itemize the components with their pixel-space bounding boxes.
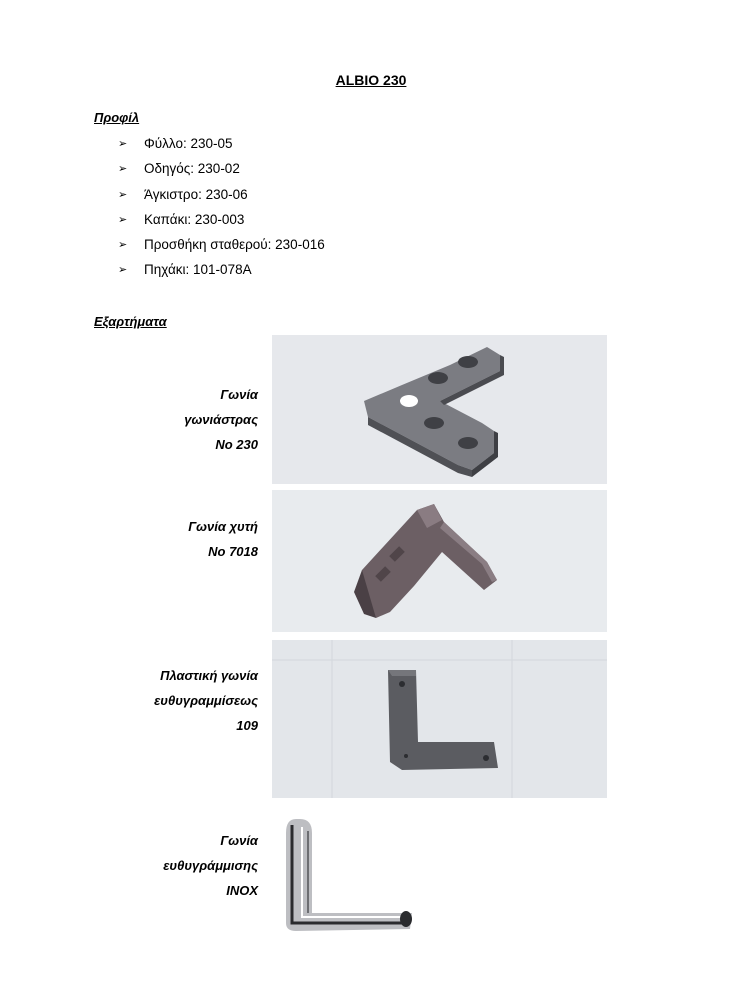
part-label-line: INOX: [226, 883, 258, 898]
arrow-bullet-icon: ➢: [118, 188, 128, 201]
plastic-corner-109-photo: [272, 640, 607, 798]
profile-item: Πηχάκι: 101-078Α: [144, 262, 252, 278]
corner-bracket-230-photo: [272, 335, 607, 484]
list-item: [118, 186, 325, 211]
part-label-line: Νο 230: [215, 437, 258, 452]
part-label-plastic-corner-109: [154, 663, 258, 738]
part-label-line: ευθυγραμμίσεως: [154, 693, 258, 708]
profile-item: Φύλλο: 230-05: [144, 136, 233, 151]
part-label-line: Γωνία: [220, 833, 258, 848]
list-item: [118, 261, 325, 286]
arrow-bullet-icon: ➢: [118, 239, 128, 252]
part-label-line: Νο 7018: [208, 544, 258, 559]
part-label-line: ευθυγράμμισης: [163, 858, 258, 873]
list-item: [118, 135, 325, 160]
cast-corner-7018-photo: [272, 490, 607, 632]
part-label-line: Γωνία: [220, 387, 258, 402]
part-label-cast-corner-7018: [188, 514, 258, 564]
part-label-corner-230: [184, 382, 258, 457]
arrow-bullet-icon: ➢: [118, 213, 128, 226]
part-label-line: 109: [236, 718, 258, 733]
arrow-bullet-icon: ➢: [118, 163, 128, 176]
profile-heading: Προφίλ: [94, 110, 140, 125]
part-label-inox-corner: [163, 828, 258, 903]
profile-item: Οδηγός: 230-02: [144, 161, 240, 177]
arrow-bullet-icon: ➢: [118, 264, 128, 277]
inox-corner-photo: [272, 805, 422, 937]
list-item: [118, 211, 325, 236]
part-label-line: Γωνία χυτή: [188, 519, 258, 534]
list-item: [118, 236, 325, 261]
list-item: [118, 160, 325, 185]
part-label-line: Πλαστική γωνία: [160, 668, 258, 683]
profile-item: Καπάκι: 230-003: [144, 211, 245, 227]
profile-item: Άγκιστρο: 230-06: [144, 186, 248, 202]
arrow-bullet-icon: ➢: [118, 138, 128, 150]
document-title: ALBIO 230: [335, 72, 407, 88]
profile-list: [118, 135, 325, 287]
parts-heading: Εξαρτήματα: [94, 314, 167, 329]
part-label-line: γωνιάστρας: [184, 412, 258, 427]
profile-item: Προσθήκη σταθερού: 230-016: [144, 237, 325, 253]
